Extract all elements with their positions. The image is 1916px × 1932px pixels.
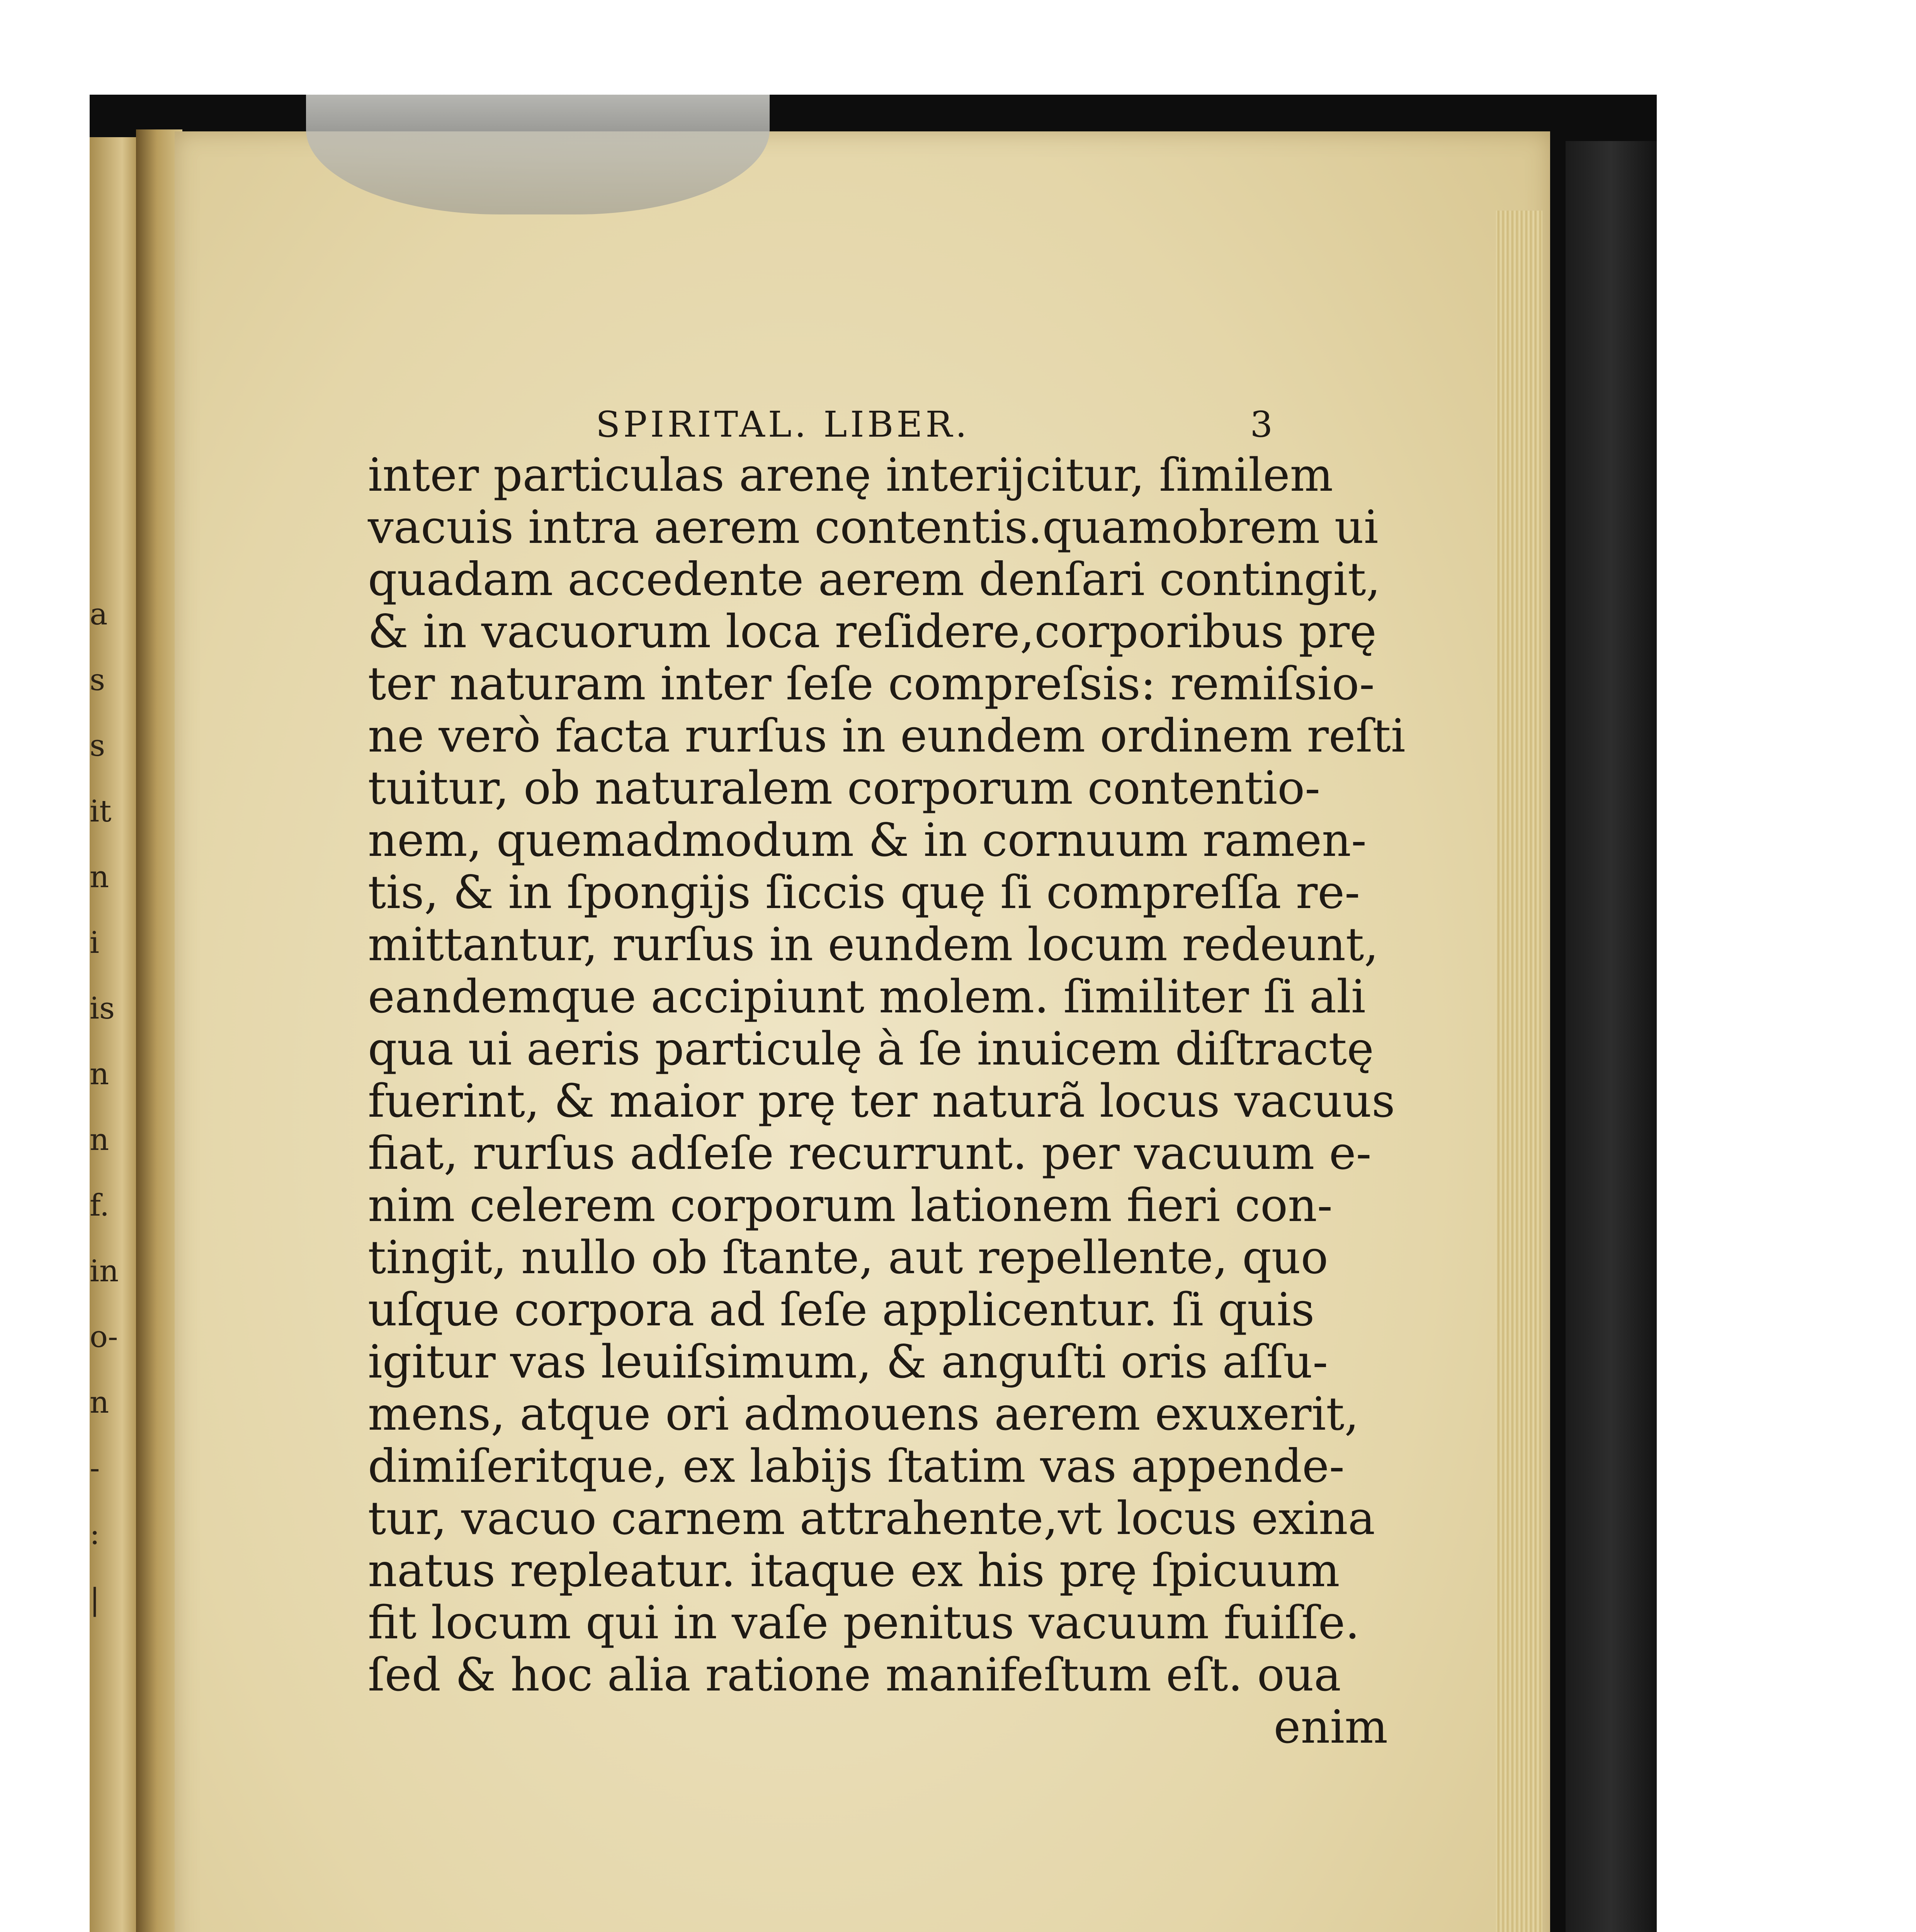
text-line: dimiſeritque, ex labijs ſtatim vas appende- bbox=[368, 1439, 1345, 1493]
running-head bbox=[596, 404, 1276, 445]
left-page-edge bbox=[90, 137, 136, 1932]
text-line: eandemque accipiunt molem. ſimiliter ſi ali bbox=[368, 970, 1366, 1023]
left-margin-fragments bbox=[90, 582, 119, 1633]
text-line: igitur vas leuiſsimum, & anguſti oris aſſu- bbox=[368, 1335, 1328, 1388]
text-line: vacuis intra aerem contentis.quamobrem ui bbox=[368, 500, 1379, 554]
margin-fragment: : bbox=[90, 1517, 100, 1551]
text-line: fuerint, & maior prę ter naturã locus vacuus bbox=[368, 1074, 1395, 1128]
margin-fragment: n bbox=[90, 1385, 109, 1420]
text-line: tuitur, ob naturalem corporum contentio- bbox=[368, 761, 1320, 815]
margin-fragment: n bbox=[90, 860, 109, 895]
text-line: fit locum qui in vaſe penitus vacuum fuiſſe. bbox=[368, 1596, 1360, 1649]
margin-fragment: i bbox=[90, 925, 99, 960]
text-line: uſque corpora ad ſeſe applicentur. ſi quis bbox=[368, 1283, 1315, 1336]
margin-fragment: n bbox=[90, 1057, 109, 1092]
text-line: nim celerem corporum lationem fieri con- bbox=[368, 1179, 1333, 1232]
book-clamp bbox=[1566, 141, 1657, 1932]
text-line: & in vacuorum loca reſidere,corporibus prę bbox=[368, 605, 1377, 658]
margin-fragment: a bbox=[90, 597, 108, 632]
text-line: mens, atque ori admouens aerem exuxerit, bbox=[368, 1387, 1359, 1440]
margin-fragment: o- bbox=[90, 1320, 118, 1354]
margin-fragment: it bbox=[90, 794, 112, 829]
page-edges bbox=[1496, 211, 1542, 1932]
text-line: tur, vacuo carnem attrahente,vt locus exina bbox=[368, 1492, 1375, 1545]
margin-fragment: is bbox=[90, 991, 115, 1026]
body-text bbox=[368, 449, 1411, 1701]
text-line: inter particulas arenę interijcitur, ſimilem bbox=[368, 448, 1333, 502]
margin-fragment: n bbox=[90, 1122, 109, 1157]
text-line: qua ui aeris particulę à ſe inuicem diſtractę bbox=[368, 1022, 1374, 1075]
scan-image bbox=[90, 95, 1657, 1932]
margin-fragment: s bbox=[90, 728, 105, 763]
text-line: quadam accedente aerem denſari contingit, bbox=[368, 553, 1381, 606]
margin-fragment: | bbox=[90, 1582, 100, 1617]
text-line: fiat, rurſus adſeſe recurrunt. per vacuum e- bbox=[368, 1126, 1372, 1180]
margin-fragment: - bbox=[90, 1451, 100, 1486]
text-line: tis, & in ſpongijs ſiccis quę ſi compreſſa re- bbox=[368, 866, 1360, 919]
margin-fragment: f. bbox=[90, 1188, 109, 1223]
text-line: tingit, nullo ob ſtante, aut repellente, quo bbox=[368, 1231, 1328, 1284]
margin-fragment: in bbox=[90, 1254, 119, 1289]
text-line: ter naturam inter ſeſe compreſsis: remiſsio- bbox=[368, 657, 1375, 710]
text-line: nem, quemadmodum & in cornuum ramen- bbox=[368, 813, 1367, 867]
catchword: enim bbox=[1273, 1700, 1388, 1753]
text-line: ne verò facta rurſus in eundem ordinem reſti bbox=[368, 709, 1406, 762]
text-line: ſed & hoc alia ratione manifeſtum eſt. oua bbox=[368, 1648, 1341, 1701]
text-line: natus repleatur. itaque ex his prę ſpicuum bbox=[368, 1544, 1340, 1597]
text-line: mittantur, rurſus in eundem locum redeunt, bbox=[368, 918, 1379, 971]
folio-number: 3 bbox=[1250, 404, 1276, 445]
margin-fragment: s bbox=[90, 663, 105, 697]
running-head-title: SPIRITAL. LIBER. bbox=[596, 404, 970, 445]
page-text bbox=[368, 404, 1411, 1753]
